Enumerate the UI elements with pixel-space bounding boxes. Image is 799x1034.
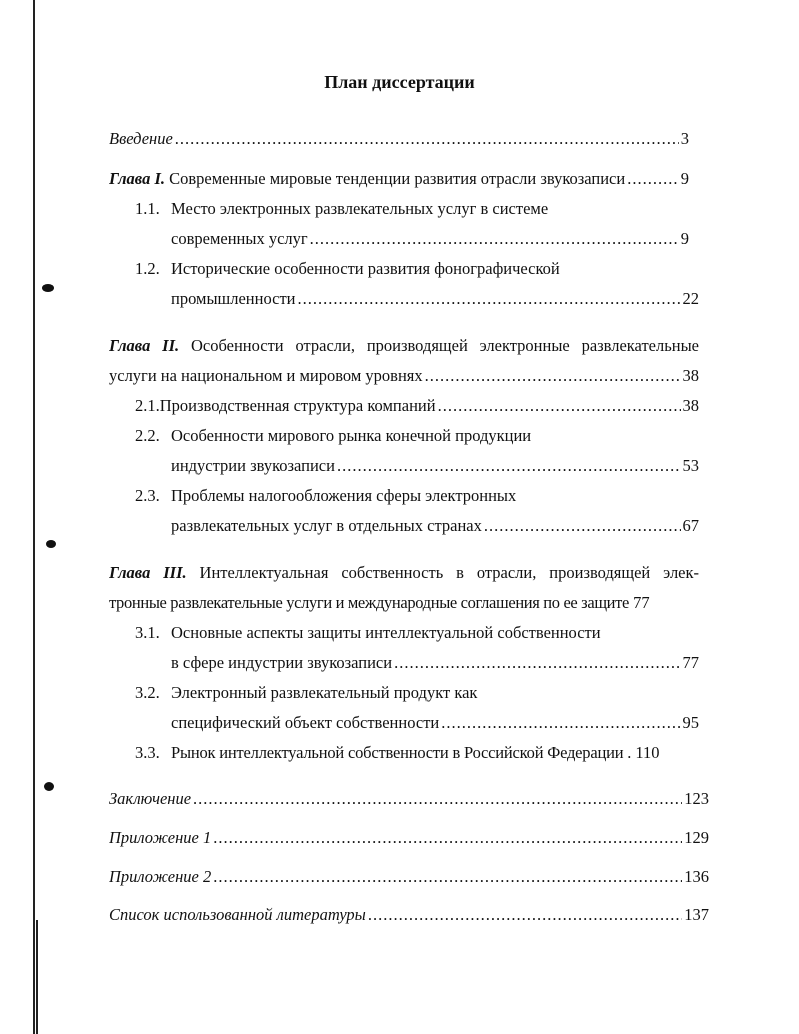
- toc-label: Заключение: [109, 789, 192, 808]
- toc-label: Приложение 2: [109, 867, 212, 886]
- toc-page-number: 110: [635, 743, 660, 762]
- section-title: Особенности мирового рынка конечной продукции: [171, 426, 532, 445]
- toc-page-number: 95: [682, 713, 699, 732]
- toc-page-number: 9: [680, 229, 689, 248]
- leader-dots: [213, 866, 682, 888]
- leader-dots: [484, 515, 681, 537]
- chapter-title: Особенности отрасли, производящей электронные развлекательные: [190, 336, 699, 355]
- toc-section-3-1-line2[interactable]: [171, 652, 699, 674]
- section-title: Место электронных развлекательных услуг в системе: [171, 199, 549, 218]
- toc-section-1-2-line2[interactable]: [171, 288, 699, 310]
- toc-entry-intro[interactable]: [109, 128, 689, 150]
- section-number: 2.2.: [135, 426, 160, 445]
- toc-section-1-2-line1[interactable]: [135, 258, 695, 280]
- leader-dots: [337, 455, 681, 477]
- chapter-prefix: Глава III.: [109, 563, 187, 582]
- toc-page-number: 77: [682, 653, 699, 672]
- toc-label: Список использованной литературы: [109, 905, 366, 924]
- toc-entry-chapter-2-line1[interactable]: [109, 335, 699, 357]
- toc-entry-chapter-3-line1[interactable]: [109, 562, 699, 584]
- toc-page-number: 123: [684, 789, 709, 808]
- leader-dots: [438, 395, 681, 417]
- toc-page-number: 38: [682, 396, 699, 415]
- toc-page-number: 136: [684, 867, 709, 886]
- leader-dots: [627, 168, 679, 190]
- leader-dots: [310, 228, 679, 250]
- section-title-cont: развлекательных услуг в отдельных странах: [171, 516, 482, 535]
- toc-section-1-1-line1[interactable]: [135, 198, 695, 220]
- leader-dots: [425, 365, 681, 387]
- section-title: Производственная структура компаний: [159, 396, 436, 415]
- section-title-cont: промышленности: [171, 289, 296, 308]
- toc-page-number: 137: [684, 905, 709, 924]
- toc-entry-chapter-2-line2[interactable]: [109, 365, 699, 387]
- section-number: 3.3.: [135, 743, 160, 762]
- section-title: Рынок интеллектуальной собственности в Российской Федерации .: [171, 743, 632, 762]
- toc-section-2-3-line2[interactable]: [171, 515, 699, 537]
- section-number: 2.1.: [135, 396, 160, 415]
- toc-page-number: 3: [680, 129, 689, 148]
- toc-page-number: 9: [680, 169, 689, 188]
- toc-section-2-1[interactable]: [135, 395, 699, 417]
- toc-section-3-1-line1[interactable]: [135, 622, 695, 644]
- toc-entry-chapter-1[interactable]: [109, 168, 689, 190]
- leader-dots: [193, 788, 682, 810]
- toc-entry-appendix-1[interactable]: [109, 827, 709, 849]
- leader-dots: [298, 288, 681, 310]
- section-title-cont: индустрии звукозаписи: [171, 456, 335, 475]
- chapter-title-cont: услуги на национальном и мировом уровнях: [109, 366, 423, 385]
- leader-dots: [394, 652, 680, 674]
- toc-label: Приложение 1: [109, 828, 212, 847]
- toc-section-3-2-line1[interactable]: [135, 682, 695, 704]
- section-number: 3.2.: [135, 683, 160, 702]
- toc-page-number: 129: [684, 828, 709, 847]
- toc-entry-references[interactable]: [109, 904, 709, 926]
- toc-label: Введение: [109, 129, 173, 148]
- toc-section-2-3-line1[interactable]: [135, 485, 695, 507]
- toc-section-3-3[interactable]: [135, 742, 715, 764]
- toc-page-number: 77: [633, 593, 650, 612]
- toc-page-number: 38: [682, 366, 699, 385]
- section-title-cont: в сфере индустрии звукозаписи: [171, 653, 393, 672]
- toc-entry-chapter-3-line2[interactable]: [109, 592, 699, 614]
- chapter-title: Современные мировые тенденции развития отрасли звукозаписи: [169, 169, 626, 188]
- page-title: План диссертации: [324, 72, 475, 92]
- chapter-prefix: Глава II.: [109, 336, 180, 355]
- section-number: 1.1.: [135, 199, 160, 218]
- toc-section-2-2-line1[interactable]: [135, 425, 695, 447]
- leader-dots: [441, 712, 680, 734]
- chapter-prefix: Глава I.: [109, 169, 165, 188]
- section-title-cont: специфический объект собственности: [171, 713, 440, 732]
- toc-entry-conclusion[interactable]: [109, 788, 709, 810]
- toc-section-2-2-line2[interactable]: [171, 455, 699, 477]
- section-title: Исторические особенности развития фонографической: [171, 259, 560, 278]
- section-title: Электронный развлекательный продукт как: [171, 683, 478, 702]
- section-title: Основные аспекты защиты интеллектуальной собственности: [171, 623, 601, 642]
- section-title-cont: современных услуг: [171, 229, 308, 248]
- leader-dots: [368, 904, 682, 926]
- toc-section-3-2-line2[interactable]: [171, 712, 699, 734]
- leader-dots: [213, 827, 682, 849]
- section-number: 2.3.: [135, 486, 160, 505]
- section-title: Проблемы налогообложения сферы электронных: [171, 486, 517, 505]
- toc-section-1-1-line2[interactable]: [171, 228, 689, 250]
- section-number: 3.1.: [135, 623, 160, 642]
- chapter-title: Интеллектуальная собственность в отрасли, производящей элек-: [199, 563, 699, 582]
- section-number: 1.2.: [135, 259, 160, 278]
- toc-entry-appendix-2[interactable]: [109, 866, 709, 888]
- toc-page-number: 53: [682, 456, 699, 475]
- leader-dots: [175, 128, 679, 150]
- toc-page-number: 67: [682, 516, 699, 535]
- toc-page-number: 22: [682, 289, 699, 308]
- chapter-title-cont: тронные развлекательные услуги и международные соглашения по ее защите: [109, 593, 629, 612]
